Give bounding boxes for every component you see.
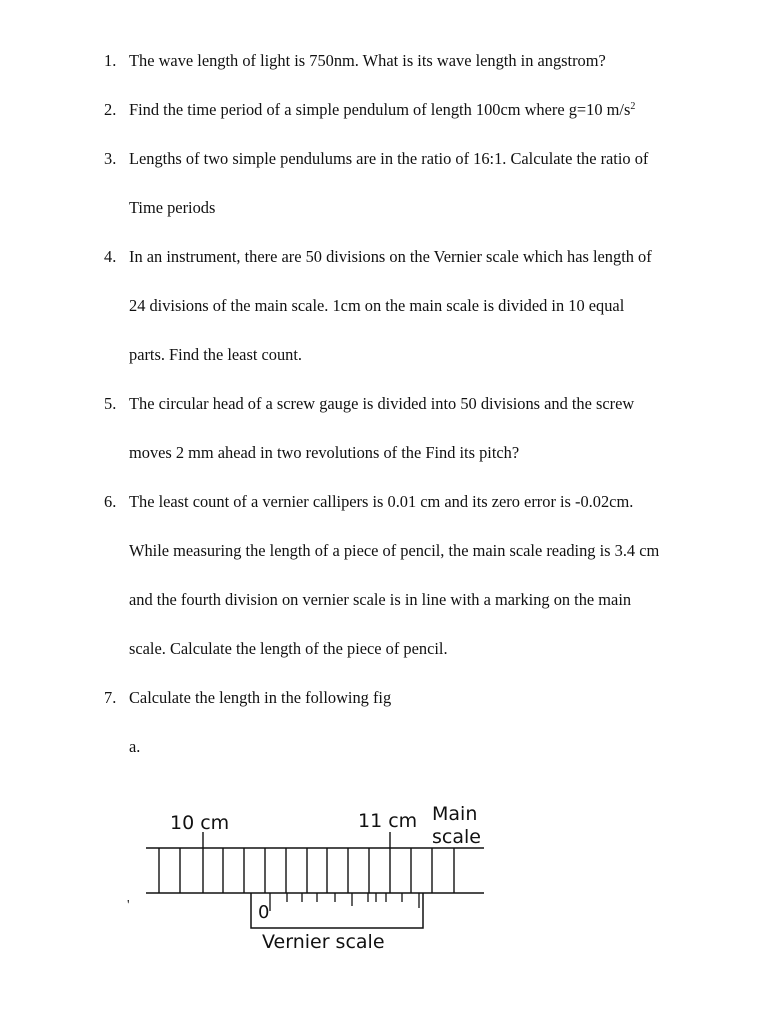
- question-number: 6.: [104, 492, 117, 511]
- question-text: Time periods: [129, 198, 216, 217]
- vernier-caliper-figure: [140, 796, 494, 952]
- question-text: The wave length of light is 750nm. What is its wave length in angstrom?: [129, 51, 606, 70]
- question-text: While measuring the length of a piece of pencil, the main scale reading is 3.4 cm: [129, 541, 660, 560]
- main-scale-label-line2: scale: [432, 826, 481, 848]
- question-number: 4.: [104, 247, 117, 266]
- question-text: The circular head of a screw gauge is divided into 50 divisions and the screw: [129, 394, 635, 413]
- vernier-zero-label: 0: [258, 902, 270, 923]
- question-text: moves 2 mm ahead in two revolutions of the Find its pitch?: [129, 443, 520, 462]
- question-text: Lengths of two simple pendulums are in the ratio of 16:1. Calculate the ratio of: [129, 149, 649, 168]
- question-text: parts. Find the least count.: [129, 345, 302, 364]
- superscript: 2: [630, 101, 636, 112]
- stray-mark: ': [127, 898, 130, 913]
- question-text: [129, 100, 635, 123]
- question-text: scale. Calculate the length of the piece of pencil.: [129, 639, 448, 658]
- question-text: and the fourth division on vernier scale is in line with a marking on the main: [129, 590, 632, 609]
- question-number: 2.: [104, 100, 117, 119]
- question-text: Calculate the length in the following fig: [129, 688, 392, 707]
- label-11cm: 11 cm: [358, 810, 418, 832]
- question-text: The least count of a vernier callipers is 0.01 cm and its zero error is -0.02cm.: [129, 492, 634, 511]
- question-number: 1.: [104, 51, 117, 70]
- question-number: 3.: [104, 149, 117, 168]
- sub-question-label: a.: [129, 737, 141, 756]
- vernier-scale-label: Vernier scale: [262, 931, 385, 952]
- question-text-main: Find the time period of a simple pendulum of length 100cm where g=10 m/s: [129, 100, 631, 119]
- question-number: 5.: [104, 394, 117, 413]
- question-text: 24 divisions of the main scale. 1cm on the main scale is divided in 10 equal: [129, 296, 625, 315]
- question-number: 7.: [104, 688, 117, 707]
- question-text: In an instrument, there are 50 divisions on the Vernier scale which has length of: [129, 247, 652, 266]
- main-scale-label-line1: Main: [432, 803, 478, 825]
- label-10cm: 10 cm: [170, 812, 230, 834]
